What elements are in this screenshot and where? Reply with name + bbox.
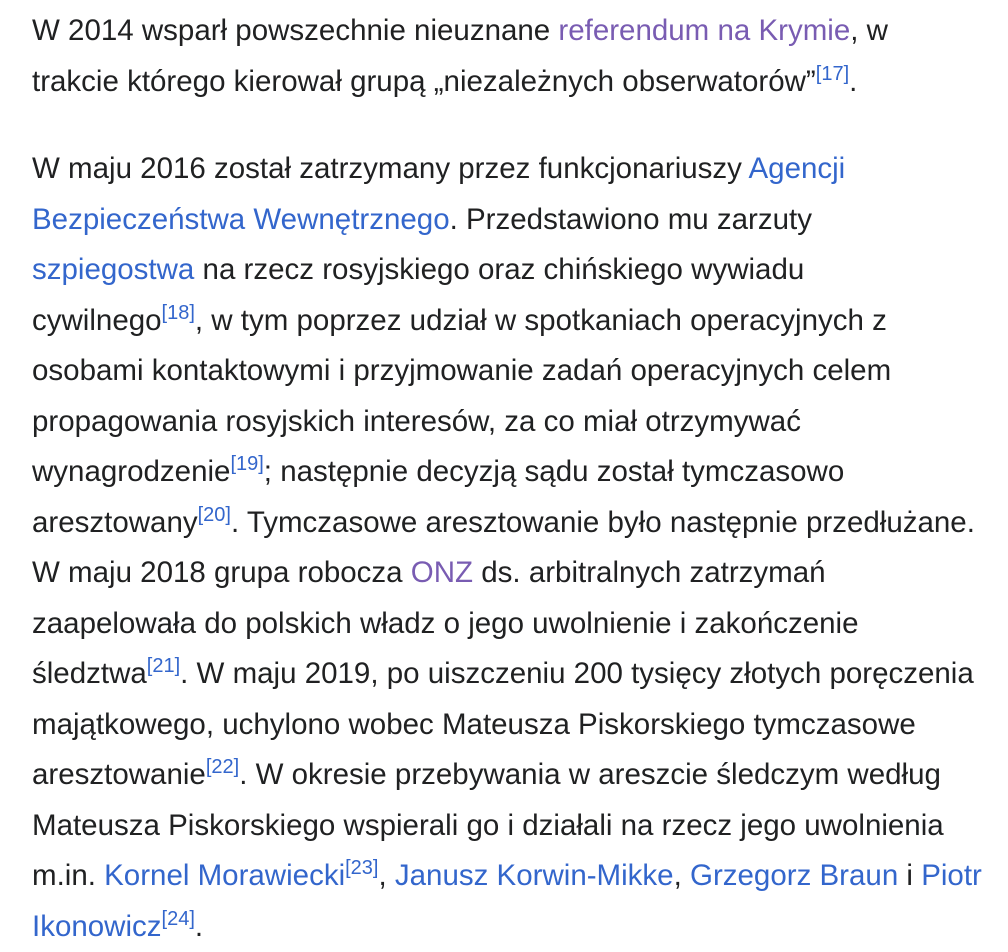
link-referendum-na-krymie[interactable]: referendum na Krymie — [558, 14, 851, 47]
text-run: , w trakcie którego kierował grupą „niezależnych obserwatorów” — [32, 14, 888, 98]
text-run: i — [898, 859, 922, 892]
ref-22[interactable]: [22] — [205, 756, 240, 779]
text-run: , w tym poprzez udział w spotkaniach operacyjnych z osobami kontaktowymi i przyjmowanie zadań operacyjnych celem propagowania rosyjskich interesów, za co miał otrzymywać wynagrodzenie — [32, 303, 892, 488]
text-run: ds. arbitralnych zatrzymań zaapelowała do polskich władz o jego uwolnienie i zakończenie śledztwa — [32, 556, 859, 690]
text-run: na rzecz rosyjskiego oraz chińskiego wywiadu cywilnego — [32, 253, 805, 337]
link-abw[interactable]: Agencji Bezpieczeństwa Wewnętrznego — [32, 152, 846, 236]
text-run: . Tymczasowe aresztowanie było następnie przedłużane. W maju 2018 grupa robocza — [32, 505, 975, 589]
text-run: W maju 2016 został zatrzymany przez funkcjonariuszy — [32, 152, 749, 185]
ref-18[interactable]: [18] — [161, 301, 195, 324]
ref-19[interactable]: [19] — [230, 453, 264, 476]
text-run: . W maju 2019, po uiszczeniu 200 tysięcy złotych poręczenia majątkowego, uchylono wobec Mateusza Piskorskiego tymczasowe aresztowanie — [32, 657, 974, 791]
link-kornel-morawiecki[interactable]: Kornel Morawiecki — [104, 859, 346, 892]
link-szpiegostwa[interactable]: szpiegostwa — [32, 253, 195, 286]
ref-21[interactable]: [21] — [146, 655, 181, 678]
reference-superscript — [345, 857, 378, 879]
reference-superscript — [206, 756, 239, 778]
text-run: ; następnie decyzją sądu został tymczasowo aresztowany — [32, 455, 845, 539]
link-onz[interactable]: ONZ — [410, 556, 474, 589]
text-run: . Przedstawiono mu zarzuty — [449, 202, 812, 236]
reference-superscript — [147, 655, 180, 677]
article-content — [32, 0, 982, 952]
text-run: , — [378, 859, 395, 892]
text-run: , — [673, 859, 690, 892]
ref-23[interactable]: [23] — [345, 857, 379, 880]
reference-superscript — [816, 63, 849, 85]
text-run: . — [194, 909, 204, 943]
text-run: W 2014 wsparł powszechnie nieuznane — [32, 14, 559, 47]
reference-superscript — [162, 908, 195, 930]
link-janusz-korwin-mikke[interactable]: Janusz Korwin-Mikke — [394, 859, 674, 892]
text-run: . W okresie przebywania w areszcie śledczym według Mateusza Piskorskiego wspierali go i działali na rzecz jego uwolnienia m.in. — [32, 758, 944, 892]
ref-17[interactable]: [17] — [815, 62, 850, 85]
paragraph — [32, 144, 982, 952]
reference-superscript — [162, 302, 195, 324]
link-grzegorz-braun[interactable]: Grzegorz Braun — [690, 859, 899, 892]
reference-superscript — [198, 504, 231, 526]
text-run: . — [849, 64, 858, 98]
paragraph — [32, 6, 982, 107]
ref-20[interactable]: [20] — [197, 503, 231, 526]
link-piotr-ikonowicz[interactable]: Piotr Ikonowicz — [32, 859, 982, 943]
ref-24[interactable]: [24] — [161, 907, 195, 930]
reference-superscript — [230, 453, 263, 475]
